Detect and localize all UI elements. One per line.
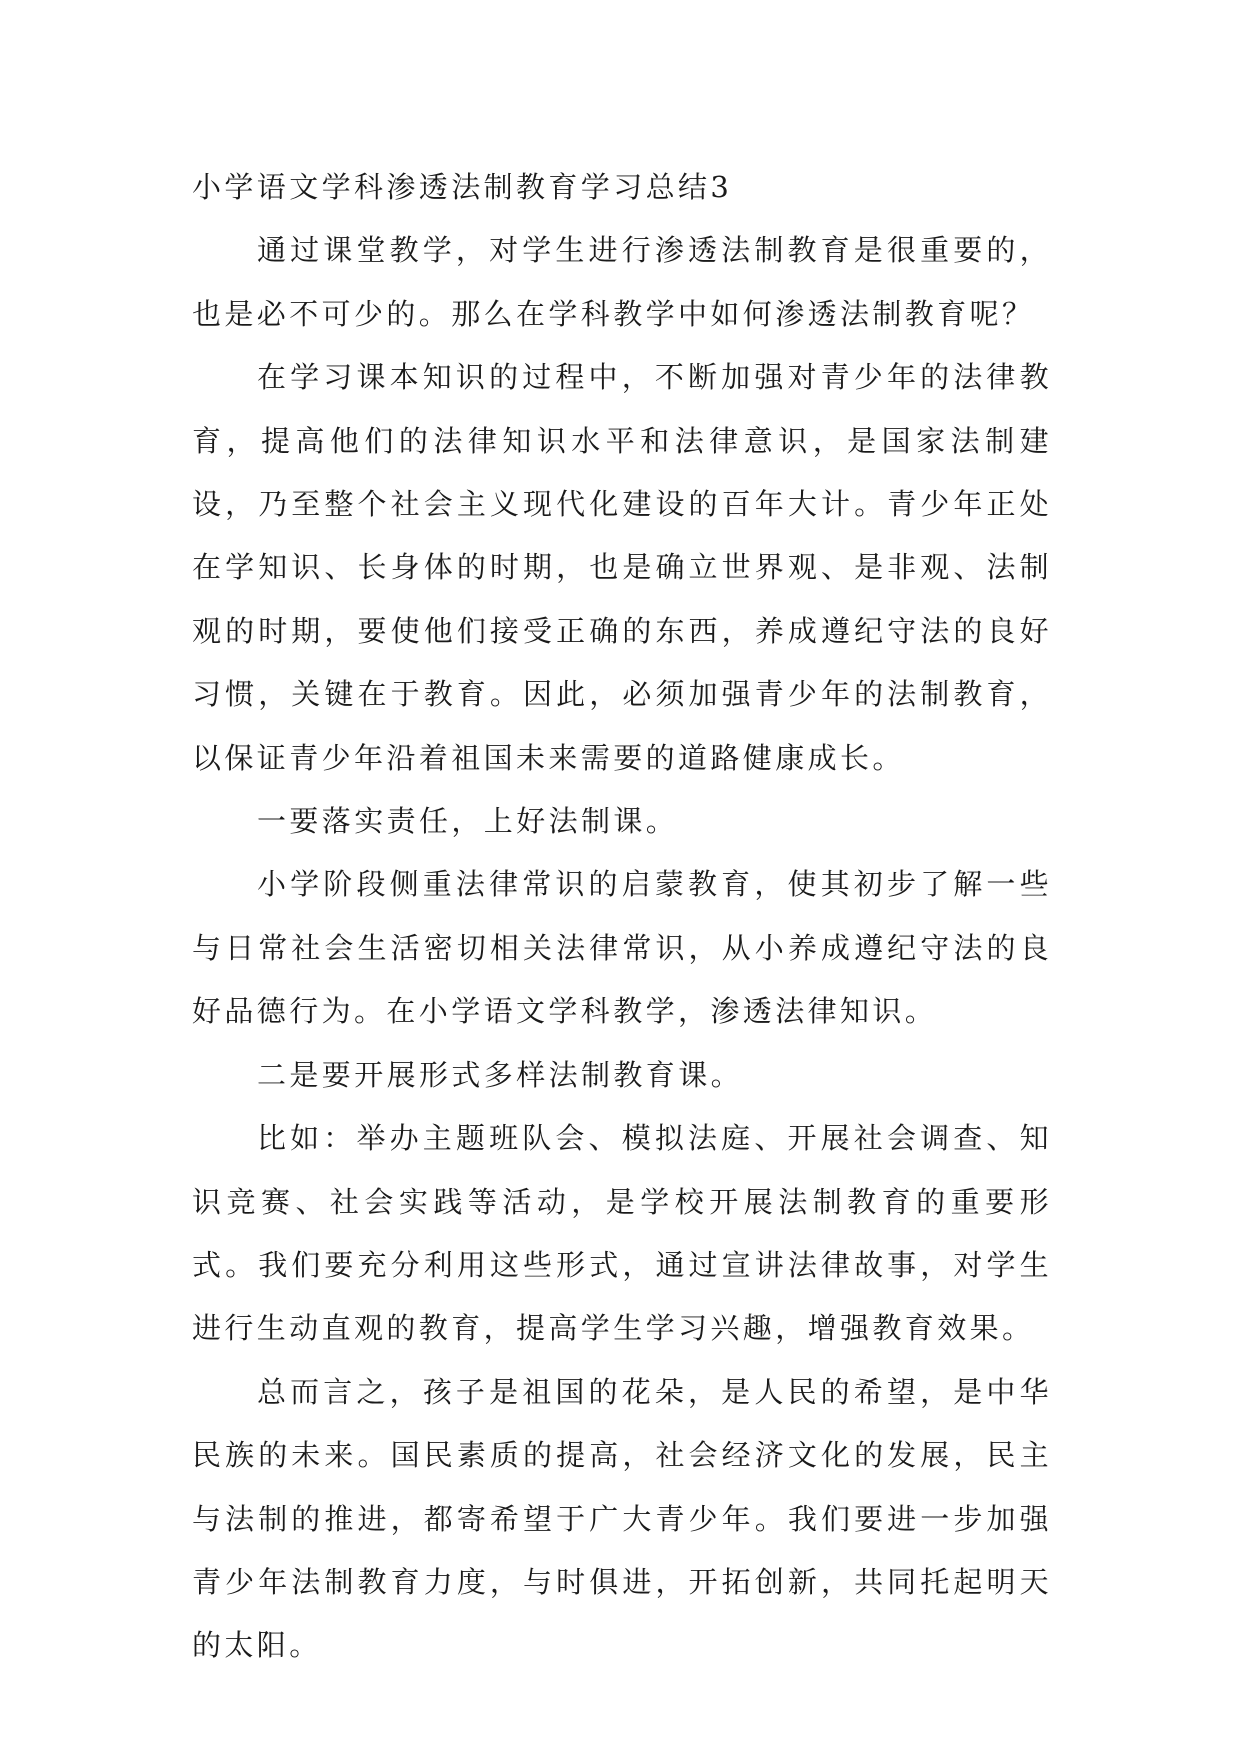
paragraph-intro: 通过课堂教学，对学生进行渗透法制教育是很重要的，也是必不可少的。那么在学科教学中如何渗透法制教育呢？: [192, 233, 1052, 331]
paragraph-point-one-detail: 小学阶段侧重法律常识的启蒙教育，使其初步了解一些与日常社会生活密切相关法律常识，从小养成遵纪守法的良好品德行为。在小学语文学科教学，渗透法律知识。: [192, 867, 1052, 1029]
paragraph-conclusion: 总而言之，孩子是祖国的花朵，是人民的希望，是中华民族的未来。国民素质的提高，社会经济文化的发展，民主与法制的推进，都寄希望于广大青少年。我们要进一步加强青少年法制教育力度，与时俱进，开拓创新，共同托起明天的太阳。: [192, 1374, 1052, 1663]
paragraph-point-two-heading: 二是要开展形式多样法制教育课。: [257, 1057, 744, 1092]
document-title: 小学语文学科渗透法制教育学习总结3: [192, 170, 733, 204]
document-body: [192, 156, 1052, 1678]
paragraph-importance: 在学习课本知识的过程中，不断加强对青少年的法律教育，提高他们的法律知识水平和法律意识，是国家法制建设，乃至整个社会主义现代化建设的百年大计。青少年正处在学知识、长身体的时期，也是确立世界观、是非观、法制观的时期，要使他们接受正确的东西，养成遵纪守法的良好习惯，关键在于教育。因此，必须加强青少年的法制教育，以保证青少年沿着祖国未来需要的道路健康成长。: [192, 360, 1052, 775]
paragraph-point-two-detail: 比如：举办主题班队会、模拟法庭、开展社会调查、知识竞赛、社会实践等活动，是学校开展法制教育的重要形式。我们要充分利用这些形式，通过宣讲法律故事，对学生进行生动直观的教育，提高学生学习兴趣，增强教育效果。: [192, 1121, 1052, 1346]
paragraph-point-one-heading: 一要落实责任，上好法制课。: [257, 804, 679, 839]
